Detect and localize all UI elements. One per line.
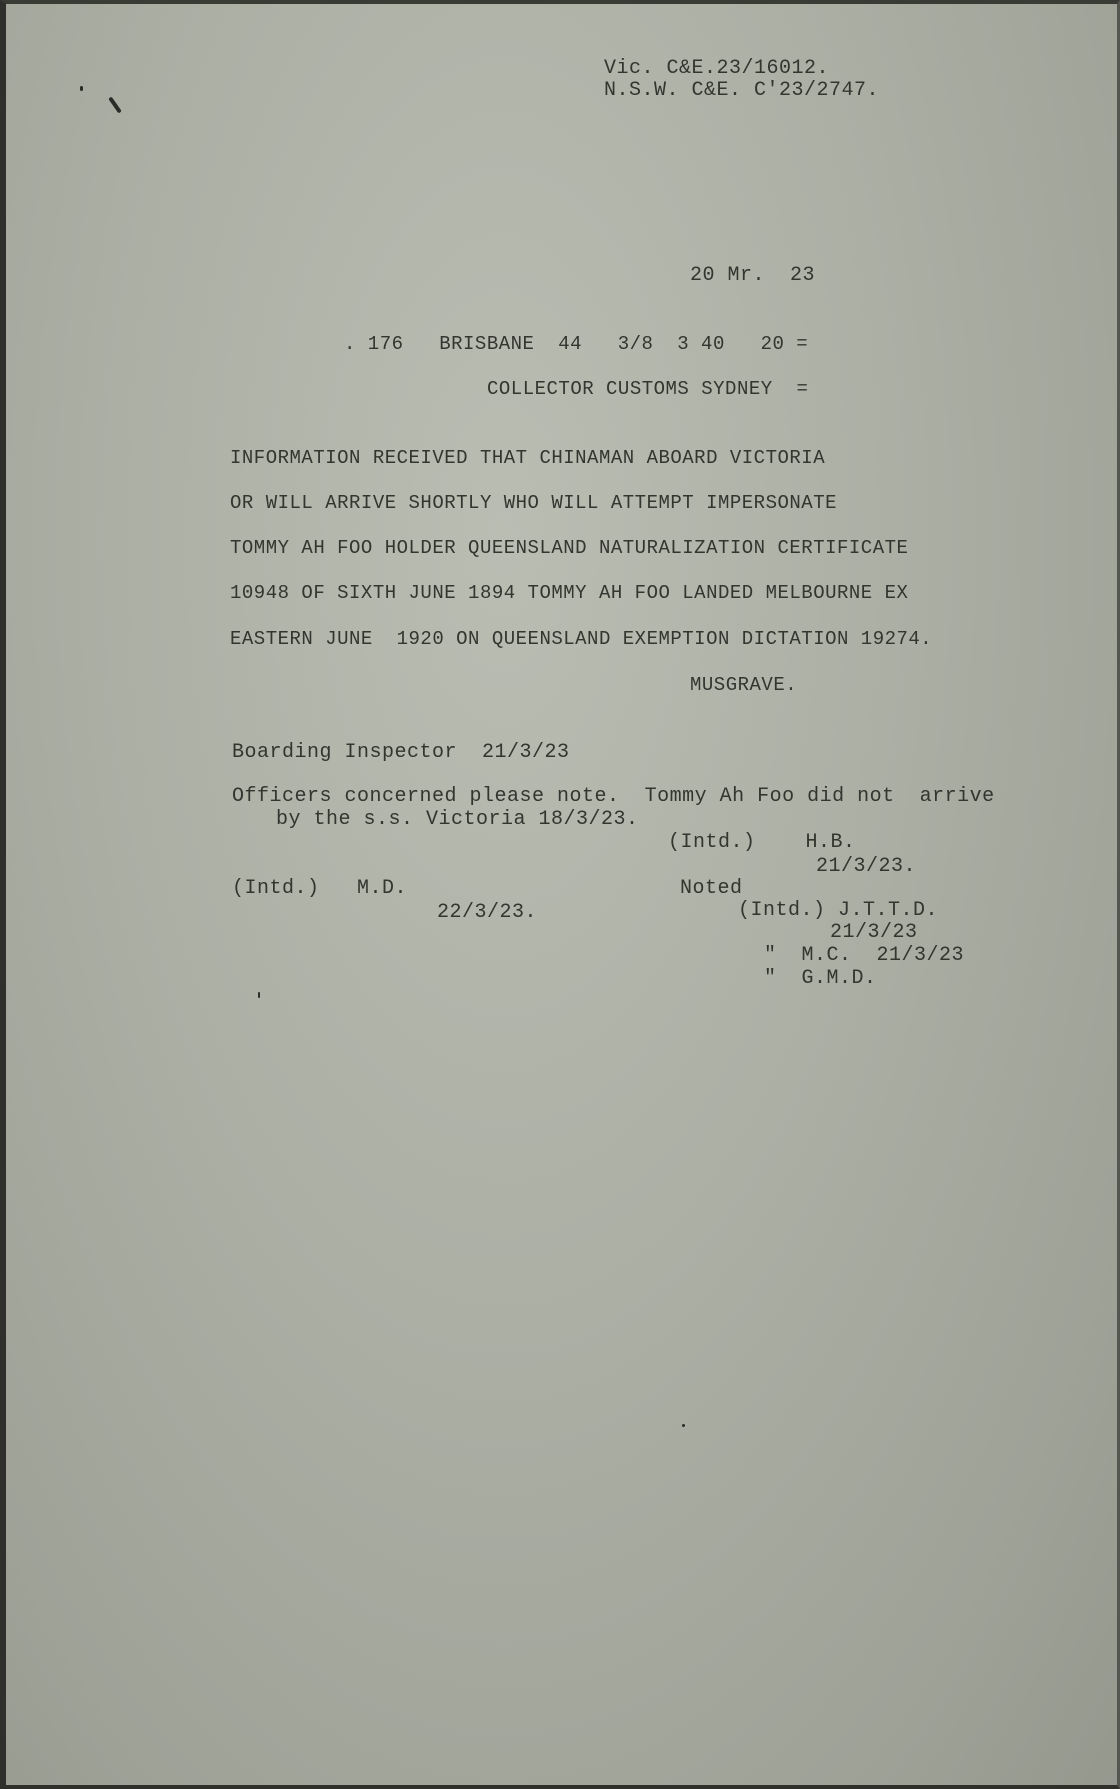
ink-speck [682,1424,685,1427]
telegram-body-line: OR WILL ARRIVE SHORTLY WHO WILL ATTEMPT IMPERSONATE [230,492,837,514]
reference-nsw: N.S.W. C&E. C'23/2747. [604,79,880,102]
officers-note-line-2: by the s.s. Victoria 18/3/23. [276,808,639,831]
gmd-initials: " G.M.D. [764,967,877,990]
mc-initials: " M.C. 21/3/23 [764,944,965,967]
boarding-inspector-minute: Boarding Inspector 21/3/23 [232,741,570,764]
hb-date: 21/3/23. [816,855,917,878]
telegram-body-line: EASTERN JUNE 1920 ON QUEENSLAND EXEMPTION DICTATION 19274. [230,628,933,650]
hb-initials: (Intd.) H.B. [668,831,856,854]
officers-note-line-1: Officers concerned please note. Tommy Ah Foo did not arrive [232,785,995,808]
telegram-date: 20 Mr. 23 [690,264,816,287]
telegram-body-line: INFORMATION RECEIVED THAT CHINAMAN ABOARD VICTORIA [230,447,826,469]
md-initials: (Intd.) M.D. [232,877,408,900]
ink-mark [108,96,122,113]
noted-label: Noted [680,877,743,900]
ink-speck [258,992,260,998]
telegram-addressee: COLLECTOR CUSTOMS SYDNEY = [487,378,809,400]
jttd-initials: (Intd.) J.T.T.D. [738,899,939,922]
jttd-date: 21/3/23 [830,921,918,944]
md-date: 22/3/23. [437,901,538,924]
telegram-body-line: TOMMY AH FOO HOLDER QUEENSLAND NATURALIZATION CERTIFICATE [230,537,909,559]
reference-vic: Vic. C&E.23/16012. [604,57,830,80]
telegram-signature: MUSGRAVE. [690,674,798,696]
ink-speck [80,86,83,91]
telegram-header-line: . 176 BRISBANE 44 3/8 3 40 20 = [344,333,809,355]
telegram-body-line: 10948 OF SIXTH JUNE 1894 TOMMY AH FOO LANDED MELBOURNE EX [230,582,909,604]
